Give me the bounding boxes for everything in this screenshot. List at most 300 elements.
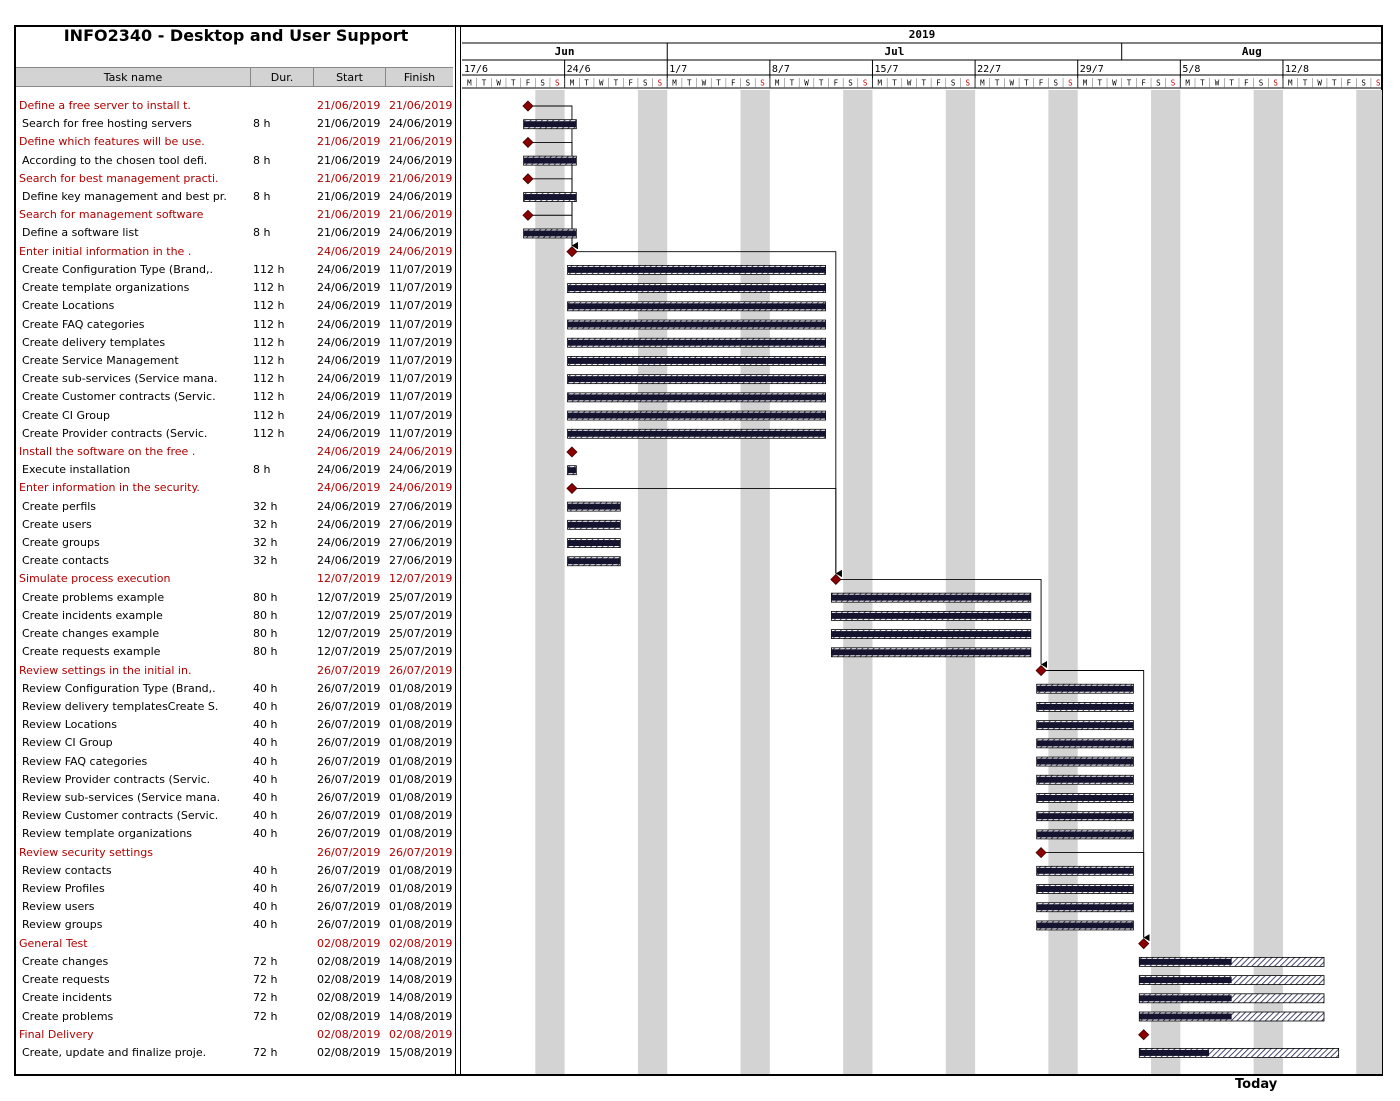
month-label: Jun	[554, 45, 575, 58]
task-duration-cell[interactable]: 40 h	[253, 790, 278, 804]
task-finish-cell[interactable]: 27/06/2019	[389, 536, 453, 550]
task-finish-cell[interactable]: 14/08/2019	[389, 991, 453, 1005]
task-finish-cell[interactable]: 01/08/2019	[389, 681, 453, 695]
task-start-cell[interactable]: 02/08/2019	[317, 1045, 381, 1059]
task-finish-cell[interactable]: 01/08/2019	[389, 918, 453, 932]
task-start-cell[interactable]: 24/06/2019	[317, 517, 381, 531]
task-progress	[1037, 795, 1134, 801]
task-progress	[524, 230, 577, 236]
task-name-cell[interactable]: Simulate process execution	[19, 572, 171, 586]
day-letter: S	[642, 78, 648, 88]
day-letter: T	[818, 78, 824, 88]
task-finish-cell[interactable]: 01/08/2019	[389, 809, 453, 823]
task-start-cell[interactable]: 12/07/2019	[317, 590, 381, 604]
task-progress	[1139, 959, 1231, 965]
weekend-band	[1151, 90, 1180, 1074]
task-start-cell[interactable]: 26/07/2019	[317, 882, 381, 896]
task-start-cell[interactable]: 24/06/2019	[317, 353, 381, 367]
task-duration-cell[interactable]: 112 h	[253, 262, 285, 276]
task-duration-cell[interactable]: 40 h	[253, 754, 278, 768]
day-letter: S	[745, 78, 751, 88]
task-name-cell[interactable]: Search for free hosting servers	[22, 117, 192, 131]
task-start-cell[interactable]: 26/07/2019	[317, 681, 381, 695]
task-progress	[831, 613, 1030, 619]
task-name-cell[interactable]: General Test	[19, 936, 88, 950]
task-duration-cell[interactable]: 32 h	[253, 554, 278, 568]
task-finish-cell[interactable]: 11/07/2019	[389, 426, 453, 440]
task-finish-cell[interactable]: 01/08/2019	[389, 736, 453, 750]
day-letter: M	[1288, 78, 1293, 88]
task-finish-cell[interactable]: 01/08/2019	[389, 827, 453, 841]
project-title: INFO2340 - Desktop and User Support	[63, 26, 409, 45]
task-progress	[831, 649, 1030, 655]
task-progress	[568, 522, 621, 528]
day-letter: T	[921, 78, 927, 88]
task-start-cell[interactable]: 12/07/2019	[317, 572, 381, 586]
task-name-cell[interactable]: According to the chosen tool defi.	[22, 153, 208, 167]
task-start-cell[interactable]: 26/07/2019	[317, 809, 381, 823]
task-duration-cell[interactable]: 40 h	[253, 809, 278, 823]
task-finish-cell[interactable]: 25/07/2019	[389, 590, 453, 604]
task-start-cell[interactable]: 24/06/2019	[317, 408, 381, 422]
task-name-cell[interactable]: Create users	[22, 517, 92, 531]
task-finish-cell[interactable]: 01/08/2019	[389, 699, 453, 713]
task-progress	[568, 376, 826, 382]
task-name-cell[interactable]: Search for management software	[19, 208, 204, 222]
day-letter: M	[1185, 78, 1190, 88]
day-letter: W	[1112, 78, 1117, 88]
task-progress	[1037, 922, 1134, 928]
task-name-cell[interactable]: Create delivery templates	[22, 335, 166, 349]
task-finish-cell[interactable]: 21/06/2019	[389, 171, 453, 185]
task-start-cell[interactable]: 02/08/2019	[317, 973, 381, 987]
task-finish-cell[interactable]: 11/07/2019	[389, 262, 453, 276]
task-name-cell[interactable]: Create incidents example	[22, 608, 163, 622]
day-letter: F	[1346, 78, 1352, 88]
task-start-cell[interactable]: 21/06/2019	[317, 171, 381, 185]
task-duration-cell[interactable]: 112 h	[253, 426, 285, 440]
day-letter: W	[1214, 78, 1220, 88]
task-duration-cell[interactable]: 40 h	[253, 772, 278, 786]
week-label: 22/7	[977, 64, 1002, 75]
task-duration-cell[interactable]: 112 h	[253, 335, 285, 349]
column-header-duration[interactable]: Dur.	[250, 67, 313, 87]
day-letter: M	[877, 78, 883, 88]
task-name-cell[interactable]: Review Provider contracts (Servic.	[22, 772, 211, 786]
task-start-cell[interactable]: 26/07/2019	[317, 718, 381, 732]
task-duration-cell[interactable]: 40 h	[253, 699, 278, 713]
milestone-marker	[831, 574, 841, 584]
task-duration-cell[interactable]: 8 h	[253, 463, 271, 477]
day-letter: F	[1038, 78, 1044, 88]
task-name-cell[interactable]: Define which features will be use.	[19, 135, 205, 149]
task-name-cell[interactable]: Create changes example	[22, 627, 160, 641]
task-name-cell[interactable]: Review Profiles	[22, 882, 105, 896]
day-letter: T	[1332, 78, 1337, 88]
task-finish-cell[interactable]: 15/08/2019	[389, 1045, 453, 1059]
task-finish-cell[interactable]: 25/07/2019	[389, 645, 453, 659]
task-duration-cell[interactable]: 112 h	[253, 299, 285, 313]
task-name-cell[interactable]: Execute installation	[22, 463, 131, 477]
week-label: 17/6	[464, 64, 489, 75]
task-name-cell[interactable]: Create sub-services (Service mana.	[22, 372, 218, 386]
week-label: 1/7	[669, 64, 688, 75]
task-finish-cell[interactable]: 14/08/2019	[389, 1009, 453, 1023]
task-finish-cell[interactable]: 01/08/2019	[389, 882, 453, 896]
task-start-cell[interactable]: 21/06/2019	[317, 208, 381, 222]
task-duration-cell[interactable]: 112 h	[253, 408, 285, 422]
task-start-cell[interactable]: 26/07/2019	[317, 754, 381, 768]
today-label: Today	[1235, 1077, 1278, 1092]
day-letter: S	[1068, 78, 1073, 88]
task-name-cell[interactable]: Create template organizations	[22, 281, 190, 295]
week-label: 8/7	[771, 64, 790, 75]
milestone-marker	[523, 174, 533, 184]
task-name-cell[interactable]: Review FAQ categories	[22, 754, 148, 768]
weekend-shading	[535, 90, 1382, 1074]
task-duration-cell[interactable]: 72 h	[253, 1045, 278, 1059]
month-label: Aug	[1241, 45, 1262, 58]
task-duration-cell[interactable]: 72 h	[253, 954, 278, 968]
task-start-cell[interactable]: 24/06/2019	[317, 244, 381, 258]
task-finish-cell[interactable]: 11/07/2019	[389, 299, 453, 313]
task-name-cell[interactable]: Define key management and best pr.	[22, 190, 227, 204]
task-name-cell[interactable]: Review Configuration Type (Brand,.	[22, 681, 216, 695]
task-progress	[568, 540, 621, 546]
task-finish-cell[interactable]: 11/07/2019	[389, 353, 453, 367]
task-finish-cell[interactable]: 25/07/2019	[389, 608, 453, 622]
task-name-cell[interactable]: Review Customer contracts (Servic.	[22, 809, 219, 823]
task-name-cell[interactable]: Define a software list	[22, 226, 139, 240]
task-duration-cell[interactable]: 112 h	[253, 317, 285, 331]
day-letter: W	[804, 78, 809, 88]
day-letter: M	[1082, 78, 1088, 88]
week-label: 5/8	[1182, 64, 1201, 75]
task-name-cell[interactable]: Final Delivery	[19, 1027, 94, 1041]
task-name-cell[interactable]: Review delivery templatesCreate S.	[22, 699, 219, 713]
task-name-cell[interactable]: Create, update and finalize proje.	[22, 1045, 207, 1059]
task-start-cell[interactable]: 26/07/2019	[317, 663, 381, 677]
task-progress	[568, 285, 826, 291]
day-letter: F	[1244, 78, 1249, 88]
task-name-cell[interactable]: Review contacts	[22, 863, 112, 877]
day-letter: S	[848, 78, 853, 88]
task-duration-cell[interactable]: 112 h	[253, 281, 285, 295]
day-letter: M	[980, 78, 985, 88]
task-name-cell[interactable]: Create requests example	[22, 645, 161, 659]
task-name-cell[interactable]: Create Service Management	[22, 353, 179, 367]
day-letter: S	[555, 78, 560, 88]
task-finish-cell[interactable]: 11/07/2019	[389, 408, 453, 422]
task-duration-cell[interactable]: 72 h	[253, 973, 278, 987]
task-duration-cell[interactable]: 80 h	[253, 608, 278, 622]
task-finish-cell[interactable]: 21/06/2019	[389, 135, 453, 149]
task-name-cell[interactable]: Create contacts	[22, 554, 109, 568]
milestone-marker	[523, 101, 533, 111]
weekend-band	[1356, 90, 1382, 1074]
task-start-cell[interactable]: 21/06/2019	[317, 135, 381, 149]
task-progress	[1139, 977, 1231, 983]
task-progress	[568, 467, 577, 473]
task-duration-cell[interactable]: 112 h	[253, 353, 285, 367]
task-finish-cell[interactable]: 11/07/2019	[389, 335, 453, 349]
task-start-cell[interactable]: 21/06/2019	[317, 117, 381, 131]
task-finish-cell[interactable]: 02/08/2019	[389, 1027, 453, 1041]
task-finish-cell[interactable]: 21/06/2019	[389, 99, 453, 112]
task-start-cell[interactable]: 24/06/2019	[317, 390, 381, 404]
task-finish-cell[interactable]: 26/07/2019	[389, 845, 453, 859]
task-start-cell[interactable]: 21/06/2019	[317, 226, 381, 240]
task-start-cell[interactable]: 24/06/2019	[317, 317, 381, 331]
milestone-marker	[1036, 848, 1046, 858]
day-letter: W	[599, 78, 604, 88]
task-start-cell[interactable]: 21/06/2019	[317, 99, 381, 112]
task-progress	[1037, 831, 1134, 837]
task-duration-cell[interactable]: 112 h	[253, 390, 285, 404]
task-finish-cell[interactable]: 24/06/2019	[389, 244, 453, 258]
day-letter: S	[862, 78, 868, 88]
task-start-cell[interactable]: 24/06/2019	[317, 372, 381, 386]
day-letter: W	[701, 78, 707, 88]
task-finish-cell[interactable]: 01/08/2019	[389, 790, 453, 804]
day-letter: T	[892, 78, 897, 88]
task-progress	[568, 431, 826, 437]
day-letter: T	[789, 78, 795, 88]
task-start-cell[interactable]: 12/07/2019	[317, 645, 381, 659]
task-start-cell[interactable]: 24/06/2019	[317, 426, 381, 440]
day-letter: S	[540, 78, 545, 88]
task-finish-cell[interactable]: 24/06/2019	[389, 481, 453, 495]
task-start-cell[interactable]: 24/06/2019	[317, 554, 381, 568]
task-duration-cell[interactable]: 112 h	[253, 372, 285, 386]
task-start-cell[interactable]: 24/06/2019	[317, 536, 381, 550]
task-progress	[1037, 886, 1134, 892]
column-header-start[interactable]: Start	[313, 67, 385, 87]
task-name-cell[interactable]: Review Locations	[22, 718, 117, 732]
task-progress	[831, 631, 1030, 637]
task-start-cell[interactable]: 24/06/2019	[317, 463, 381, 477]
day-letter: T	[1097, 78, 1102, 88]
task-progress	[1139, 1050, 1209, 1056]
task-progress	[1037, 904, 1134, 910]
task-start-cell[interactable]: 24/06/2019	[317, 499, 381, 513]
task-start-cell[interactable]: 12/07/2019	[317, 627, 381, 641]
task-duration-cell[interactable]: 40 h	[253, 863, 278, 877]
task-progress	[1037, 777, 1134, 783]
task-duration-cell[interactable]: 40 h	[253, 718, 278, 732]
day-letter: T	[1024, 78, 1029, 88]
task-name-cell[interactable]: Create problems example	[22, 590, 165, 604]
task-progress	[1139, 1014, 1231, 1020]
task-progress	[831, 595, 1030, 601]
task-finish-cell[interactable]: 01/08/2019	[389, 754, 453, 768]
task-start-cell[interactable]: 26/07/2019	[317, 772, 381, 786]
task-progress	[568, 340, 826, 346]
task-start-cell[interactable]: 24/06/2019	[317, 299, 381, 313]
task-finish-cell[interactable]: 14/08/2019	[389, 973, 453, 987]
task-finish-cell[interactable]: 11/07/2019	[389, 372, 453, 386]
task-duration-cell[interactable]: 40 h	[253, 882, 278, 896]
weekend-band	[638, 90, 667, 1074]
task-name-cell[interactable]: Review groups	[22, 918, 103, 932]
task-duration-cell[interactable]: 72 h	[253, 1009, 278, 1023]
task-start-cell[interactable]: 02/08/2019	[317, 1027, 381, 1041]
milestone-marker	[1036, 666, 1046, 676]
day-letter: T	[716, 78, 721, 88]
task-finish-cell[interactable]: 24/06/2019	[389, 226, 453, 240]
task-start-cell[interactable]: 02/08/2019	[317, 1009, 381, 1023]
task-name-cell[interactable]: Create changes	[22, 954, 109, 968]
year-label: 2019	[908, 28, 936, 41]
task-start-cell[interactable]: 21/06/2019	[317, 153, 381, 167]
task-start-cell[interactable]: 26/07/2019	[317, 699, 381, 713]
task-name-cell[interactable]: Review sub-services (Service mana.	[22, 790, 221, 804]
day-letter: S	[965, 78, 971, 88]
task-duration-cell[interactable]: 40 h	[253, 918, 278, 932]
task-finish-cell[interactable]: 27/06/2019	[389, 499, 453, 513]
task-start-cell[interactable]: 24/06/2019	[317, 335, 381, 349]
task-duration-cell[interactable]: 80 h	[253, 645, 278, 659]
weekend-band	[1254, 90, 1283, 1074]
task-name-cell[interactable]: Review settings in the initial in.	[19, 663, 192, 677]
task-duration-cell[interactable]: 8 h	[253, 117, 271, 131]
task-name-cell[interactable]: Enter information in the security.	[19, 481, 200, 495]
task-finish-cell[interactable]: 01/08/2019	[389, 718, 453, 732]
task-start-cell[interactable]: 26/07/2019	[317, 790, 381, 804]
task-start-cell[interactable]: 26/07/2019	[317, 827, 381, 841]
task-finish-cell[interactable]: 24/06/2019	[389, 463, 453, 477]
task-duration-cell[interactable]: 40 h	[253, 681, 278, 695]
day-letter: T	[1126, 78, 1132, 88]
day-letter: T	[584, 78, 589, 88]
task-name-cell[interactable]: Create Locations	[22, 299, 115, 313]
task-duration-cell[interactable]: 40 h	[253, 736, 278, 750]
task-progress	[1037, 704, 1134, 710]
task-name-cell[interactable]: Review users	[22, 900, 95, 914]
task-finish-cell[interactable]: 01/08/2019	[389, 772, 453, 786]
task-finish-cell[interactable]: 24/06/2019	[389, 444, 453, 458]
task-start-cell[interactable]: 26/07/2019	[317, 863, 381, 877]
task-duration-cell[interactable]: 72 h	[253, 991, 278, 1005]
task-start-cell[interactable]: 26/07/2019	[317, 736, 381, 750]
task-progress	[524, 194, 577, 200]
task-start-cell[interactable]: 24/06/2019	[317, 281, 381, 295]
task-progress	[1037, 722, 1134, 728]
task-name-cell[interactable]: Enter initial information in the .	[19, 244, 192, 258]
task-duration-cell[interactable]: 8 h	[253, 153, 271, 167]
day-letter: M	[774, 78, 780, 88]
task-duration-cell[interactable]: 8 h	[253, 226, 271, 240]
column-header-task-name[interactable]: Task name	[16, 67, 250, 87]
task-finish-cell[interactable]: 27/06/2019	[389, 517, 453, 531]
task-finish-cell[interactable]: 01/08/2019	[389, 863, 453, 877]
task-start-cell[interactable]: 26/07/2019	[317, 845, 381, 859]
milestone-marker	[567, 483, 577, 493]
task-duration-cell[interactable]: 8 h	[253, 190, 271, 204]
task-finish-cell[interactable]: 27/06/2019	[389, 554, 453, 568]
task-start-cell[interactable]: 02/08/2019	[317, 991, 381, 1005]
task-duration-cell[interactable]: 80 h	[253, 627, 278, 641]
task-name-cell[interactable]: Create problems	[22, 1009, 114, 1023]
week-label: 24/6	[566, 64, 591, 75]
task-start-cell[interactable]: 12/07/2019	[317, 608, 381, 622]
task-duration-cell[interactable]: 80 h	[253, 590, 278, 604]
task-name-cell[interactable]: Create FAQ categories	[22, 317, 145, 331]
task-duration-cell[interactable]: 32 h	[253, 517, 278, 531]
task-progress	[1037, 868, 1134, 874]
task-name-cell[interactable]: Install the software on the free .	[19, 444, 196, 458]
task-name-cell[interactable]: Create Provider contracts (Servic.	[22, 426, 208, 440]
task-duration-cell[interactable]: 40 h	[253, 827, 278, 841]
day-letter: F	[730, 78, 736, 88]
task-finish-cell[interactable]: 11/07/2019	[389, 281, 453, 295]
task-finish-cell[interactable]: 24/06/2019	[389, 190, 453, 204]
task-finish-cell[interactable]: 01/08/2019	[389, 900, 453, 914]
task-duration-cell[interactable]: 40 h	[253, 900, 278, 914]
task-progress	[568, 558, 621, 564]
task-name-cell[interactable]: Define a free server to install t.	[19, 99, 191, 112]
day-letter: S	[657, 78, 663, 88]
task-name-cell[interactable]: Review template organizations	[22, 827, 193, 841]
day-letter: T	[511, 78, 516, 88]
task-name-cell[interactable]: Create perfils	[22, 499, 97, 513]
task-start-cell[interactable]: 21/06/2019	[317, 190, 381, 204]
task-progress	[1139, 995, 1231, 1001]
task-name-cell[interactable]: Create Configuration Type (Brand,.	[22, 262, 213, 276]
day-letter: S	[1156, 78, 1161, 88]
task-finish-cell[interactable]: 21/06/2019	[389, 208, 453, 222]
day-letter: W	[1317, 78, 1322, 88]
task-name-cell[interactable]: Review security settings	[19, 845, 154, 859]
task-duration-cell[interactable]: 32 h	[253, 536, 278, 550]
task-start-cell[interactable]: 24/06/2019	[317, 481, 381, 495]
task-finish-cell[interactable]: 24/06/2019	[389, 153, 453, 167]
task-name-cell[interactable]: Create CI Group	[22, 408, 110, 422]
task-progress	[1037, 740, 1134, 746]
task-start-cell[interactable]: 26/07/2019	[317, 900, 381, 914]
task-name-cell[interactable]: Review CI Group	[22, 736, 113, 750]
task-finish-cell[interactable]: 12/07/2019	[389, 572, 453, 586]
task-finish-cell[interactable]: 02/08/2019	[389, 936, 453, 950]
task-progress	[1037, 686, 1134, 692]
milestone-marker	[523, 210, 533, 220]
task-start-cell[interactable]: 26/07/2019	[317, 918, 381, 932]
day-letter: S	[1361, 78, 1366, 88]
day-letter: T	[1229, 78, 1234, 88]
task-finish-cell[interactable]: 14/08/2019	[389, 954, 453, 968]
task-duration-cell[interactable]: 32 h	[253, 499, 278, 513]
task-finish-cell[interactable]: 24/06/2019	[389, 117, 453, 131]
task-name-cell[interactable]: Search for best management practi.	[19, 171, 219, 185]
milestone-marker	[523, 137, 533, 147]
task-finish-cell[interactable]: 25/07/2019	[389, 627, 453, 641]
task-start-cell[interactable]: 02/08/2019	[317, 936, 381, 950]
task-progress	[1037, 813, 1134, 819]
task-finish-cell[interactable]: 26/07/2019	[389, 663, 453, 677]
task-finish-cell[interactable]: 11/07/2019	[389, 317, 453, 331]
task-start-cell[interactable]: 24/06/2019	[317, 444, 381, 458]
task-name-cell[interactable]: Create groups	[22, 536, 100, 550]
week-label: 15/7	[874, 64, 899, 75]
task-name-cell[interactable]: Create Customer contracts (Servic.	[22, 390, 216, 404]
task-name-cell[interactable]: Create requests	[22, 973, 110, 987]
task-start-cell[interactable]: 02/08/2019	[317, 954, 381, 968]
day-letter: W	[496, 78, 501, 88]
column-header-finish[interactable]: Finish	[385, 67, 453, 87]
task-name-cell[interactable]: Create incidents	[22, 991, 112, 1005]
task-start-cell[interactable]: 24/06/2019	[317, 262, 381, 276]
task-finish-cell[interactable]: 11/07/2019	[389, 390, 453, 404]
